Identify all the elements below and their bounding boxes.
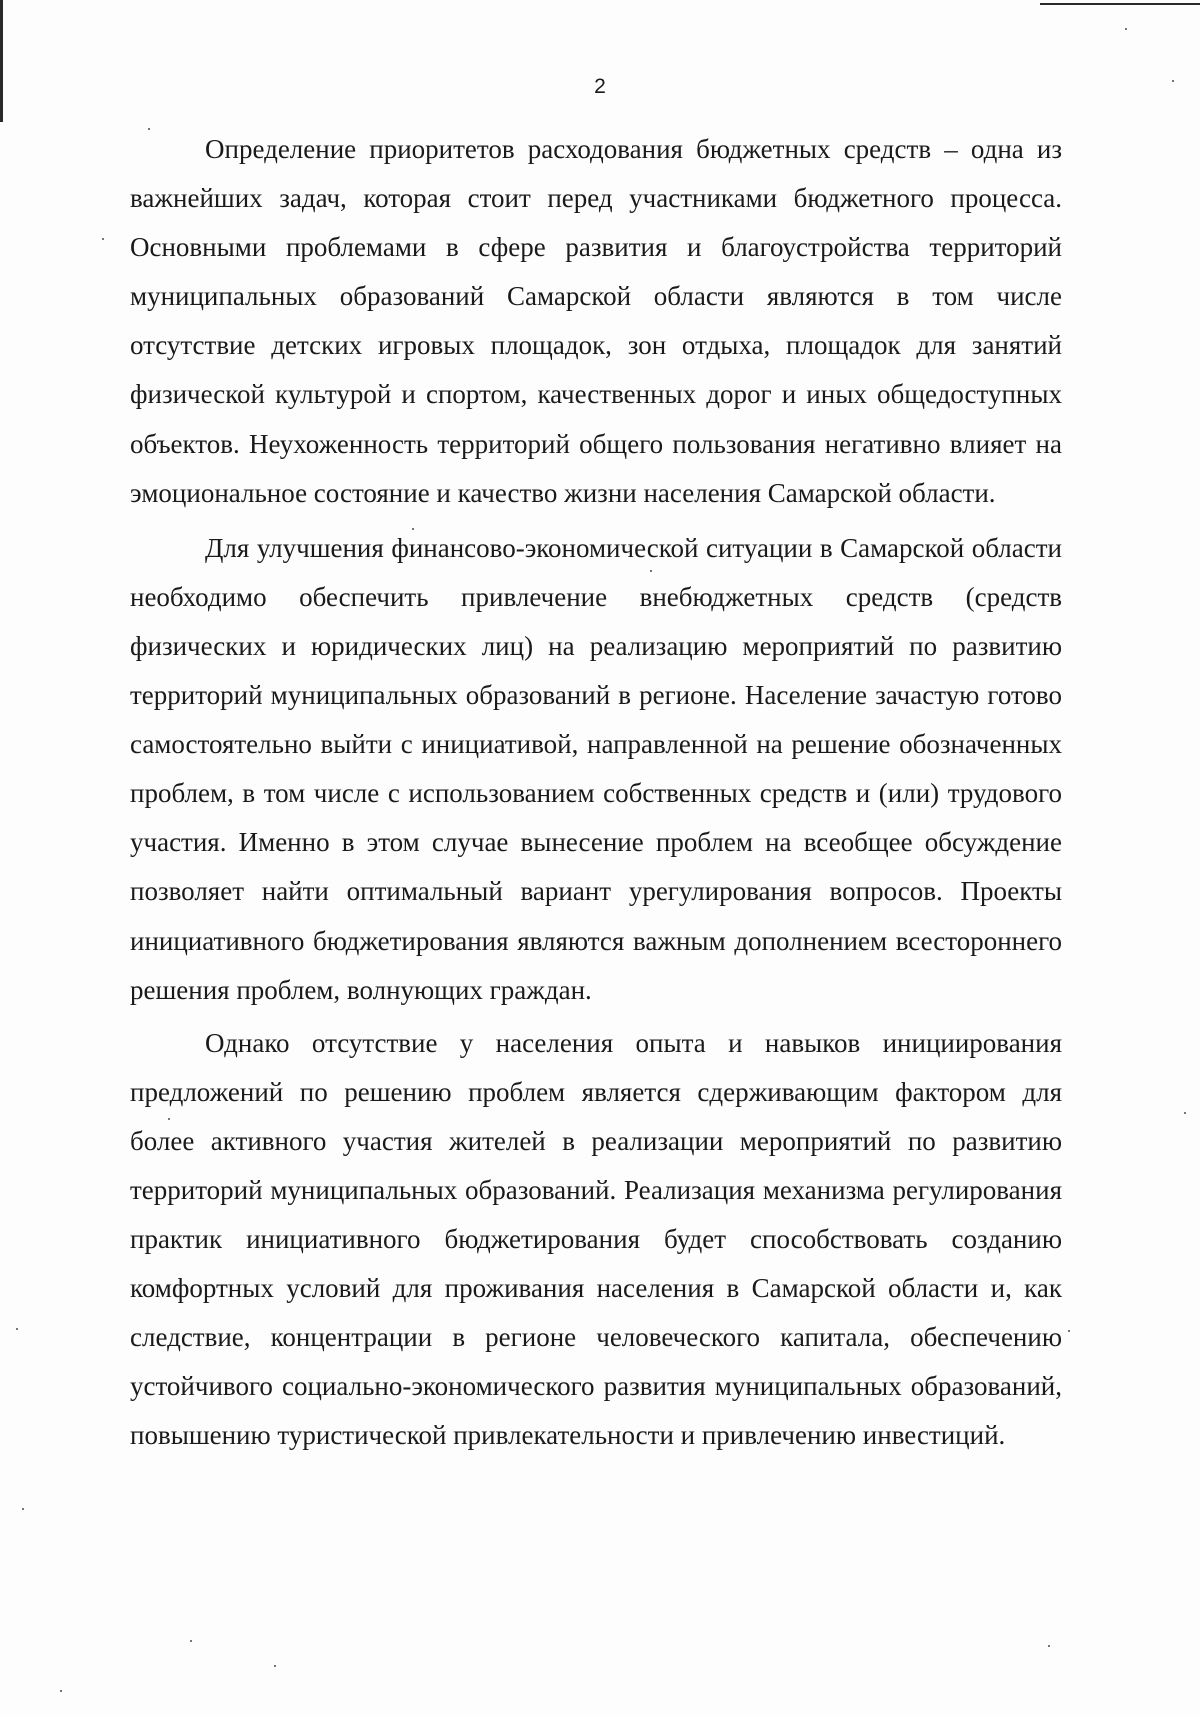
scan-speck [190, 1640, 192, 1642]
scan-edge-line-top [1040, 3, 1200, 5]
scan-speck [60, 1690, 62, 1692]
paragraph-1: Определение приоритетов расходования бюджетных средств – одна из важнейших задач, которая стоит перед участниками бюджетного процесса. Основными проблемами в сфере развития и благоустройства территорий муниципальных образований Самарской области являются в том числе отсутствие детских игровых площадок, зон отдыха, площадок для занятий физической культурой и спортом, качественных дорог и иных общедоступных объектов. Неухоженность территорий общего пользования негативно влияет на эмоциональное состояние и качество жизни населения Самарской области. [130, 134, 1062, 508]
paragraph-2: Для улучшения финансово-экономической ситуации в Самарской области необходимо обеспечить привлечение внебюджетных средств (средств физических и юридических лиц) на реализацию мероприятий по развитию территорий муниципальных образований в регионе. Население зачастую готово самостоятельно выйти с инициативой, направленной на решение обозначенных проблем, в том числе с использованием собственных средств и (или) трудового участия. Именно в этом случае вынесение проблем на всеобщее обсуждение позволяет найти оптимальный вариант урегулирования вопросов. Проекты инициативного бюджетирования являются важным дополнением всестороннего решения проблем, волнующих граждан. [130, 532, 1062, 1005]
scan-speck [1184, 1112, 1186, 1114]
scan-speck [22, 1508, 24, 1510]
scan-speck [1172, 80, 1174, 82]
scan-speck [1125, 28, 1127, 30]
scan-speck [148, 128, 150, 130]
paragraph-3: Однако отсутствие у населения опыта и навыков инициирования предложений по решению проблем является сдерживающим фактором для более активного участия жителей в реализации мероприятий по развитию территорий муниципальных образований. Реализация механизма регулирования практик инициативного бюджетирования будет способствовать созданию комфортных условий для проживания населения в Самарской области и, как следствие, концентрации в регионе человеческого капитала, обеспечению устойчивого социально-экономического развития муниципальных образований, повышению туристической привлекательности и привлечению инвестиций. [130, 1027, 1062, 1451]
scan-speck [1048, 1645, 1050, 1647]
scan-speck [16, 1328, 18, 1330]
scan-edge-line-left [0, 0, 3, 122]
scan-speck [102, 238, 104, 240]
scan-speck [650, 570, 652, 572]
document-body [130, 125, 1062, 1461]
scan-speck [274, 1665, 276, 1667]
scan-speck [1068, 1330, 1070, 1332]
scan-speck [168, 1118, 170, 1120]
page-number: 2 [594, 75, 606, 98]
scan-speck [412, 528, 414, 530]
